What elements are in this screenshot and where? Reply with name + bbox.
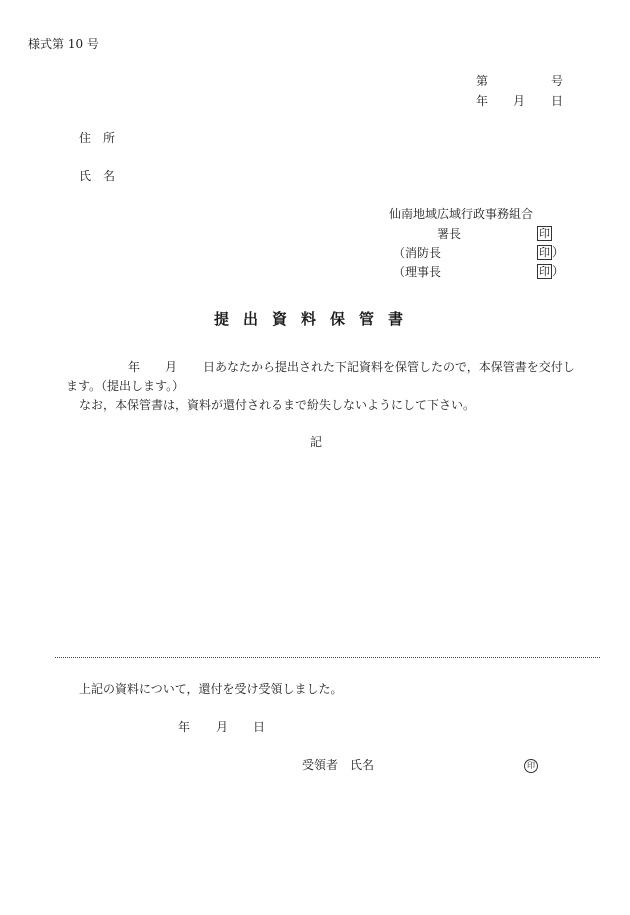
address-label: 住 所	[79, 131, 116, 145]
issuer-alt1: （消防長	[393, 246, 442, 260]
receipt-day: 日	[253, 720, 266, 734]
body-line-2: ます。（提出します。）	[66, 379, 185, 393]
seal-mark: 印	[539, 246, 550, 259]
doc-number-dai: 第	[476, 74, 489, 88]
body-year: 年	[128, 360, 141, 374]
issuer-seal-1	[537, 226, 552, 241]
receiver-seal	[524, 758, 538, 773]
circle-seal-icon: 印	[524, 759, 538, 773]
body-line-1: 日あなたから提出された下記資料を保管したので，本保管書を交付し	[203, 360, 575, 374]
issuer-seal-3	[537, 264, 564, 279]
close-paren: ）	[552, 264, 565, 278]
issuer-chief: 署長	[437, 227, 462, 241]
receipt-text: 上記の資料について，還付を受け受領しました。	[79, 682, 343, 696]
ki-label: 記	[310, 435, 323, 449]
issuer-seal-2	[537, 245, 564, 260]
form-number: 様式第 10 号	[28, 37, 99, 51]
receiver-name-label: 受領者 氏名	[302, 758, 375, 772]
issuer-alt2: （理事長	[393, 265, 442, 279]
seal-mark: 印	[539, 227, 550, 240]
document-title: 提出資料保管書	[214, 310, 418, 328]
seal-mark: 印	[539, 265, 550, 278]
issuer-org: 仙南地域広域行政事務組合	[389, 207, 534, 221]
name-label: 氏 名	[79, 169, 116, 183]
receipt-year: 年	[178, 720, 191, 734]
body-line-3: なお，本保管書は，資料が還付されるまで紛失しないようにして下さい。	[79, 398, 476, 412]
receipt-month: 月	[216, 720, 229, 734]
date-year-label: 年	[476, 94, 489, 108]
date-month-label: 月	[513, 94, 526, 108]
date-day-label: 日	[551, 94, 564, 108]
close-paren: ）	[552, 245, 565, 259]
doc-number-go: 号	[551, 74, 564, 88]
body-month: 月	[165, 360, 178, 374]
cut-line	[55, 657, 600, 658]
